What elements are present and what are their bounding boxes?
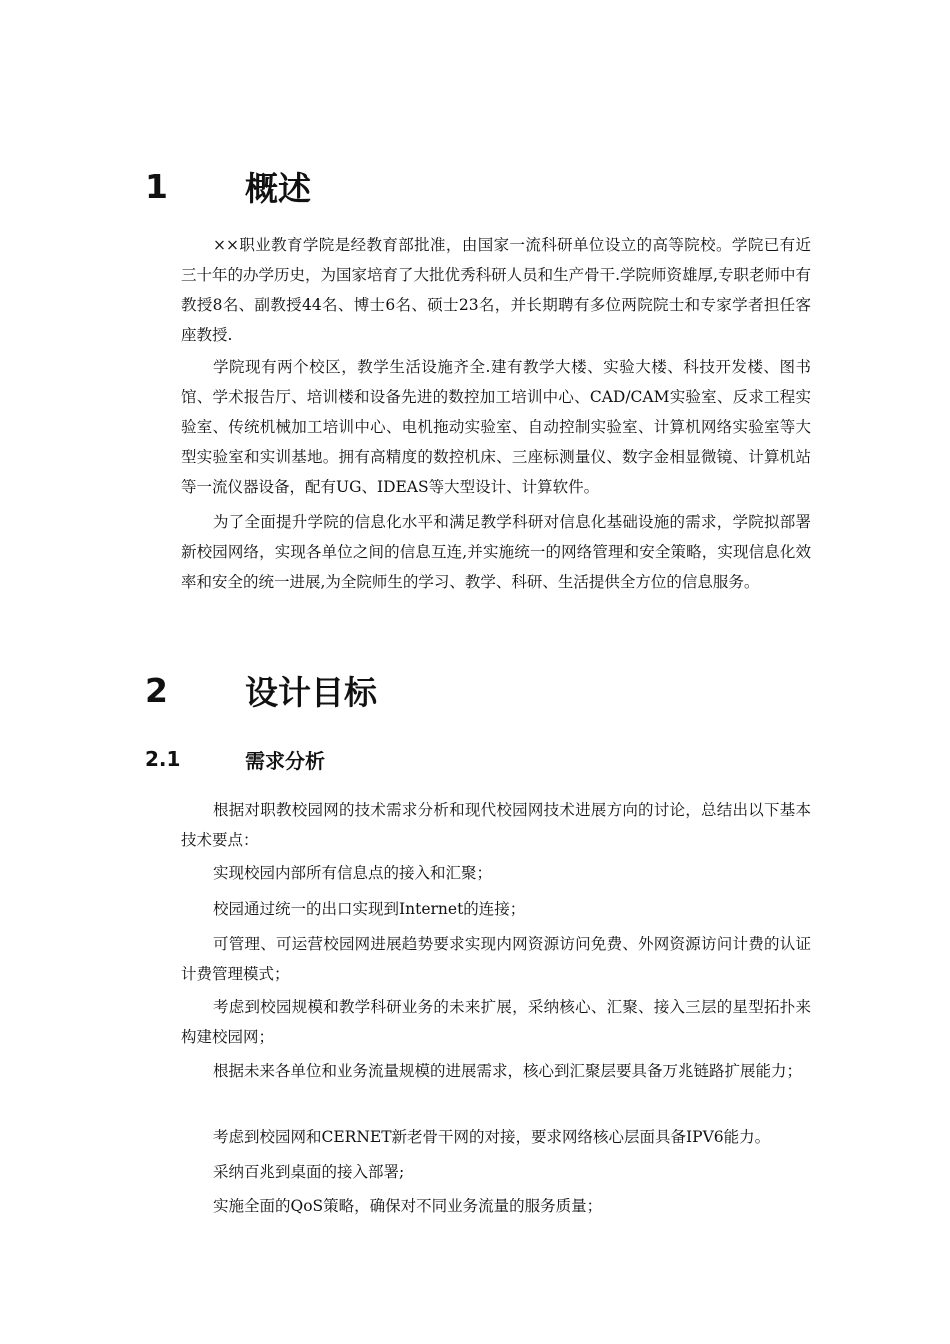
section-2-heading [145, 667, 377, 713]
section-2-title: 设计目标 [245, 672, 377, 712]
subsection-2-1-paragraph-9: 实施全面的QoS策略，确保对不同业务流量的服务质量； [213, 1197, 603, 1215]
subsection-2-1-paragraph-8: 采纳百兆到桌面的接入部署; [213, 1163, 405, 1181]
subsection-2-1-paragraph-6: 根据未来各单位和业务流量规模的进展需求，核心到汇聚层要具备万兆链路扩展能力； [213, 1062, 803, 1080]
subsection-2-1-paragraph-7: 考虑到校园网和CERNET新老骨干网的对接，要求网络核心层面具备IPV6能力。 [213, 1128, 771, 1146]
subsection-2-1-paragraph-2: 实现校园内部所有信息点的接入和汇聚； [213, 864, 493, 882]
section-2-number: 2 [145, 670, 168, 710]
section-1-paragraph-1: ××职业教育学院是经教育部批准，由国家一流科研单位设立的高等院校。学院已有近三十年的办学历史，为国家培育了大批优秀科研人员和生产骨干.学院师资雄厚,专职老师中有教授8名、副教授44名、博士6名、硕士23名，并长期聘有多位两院院士和专家学者担任客座教授. [181, 236, 811, 344]
subsection-2-1-title: 需求分析 [245, 748, 325, 773]
subsection-2-1-heading [145, 744, 325, 774]
subsection-2-1-paragraph-4: 可管理、可运营校园网进展趋势要求实现内网资源访问免费、外网资源访问计费的认证计费管理模式； [181, 935, 811, 983]
section-1-heading [145, 163, 311, 209]
section-1-paragraph-3: 为了全面提升学院的信息化水平和满足教学科研对信息化基础设施的需求，学院拟部署新校园网络，实现各单位之间的信息互连,并实施统一的网络管理和安全策略，实现信息化效率和安全的统一进展,为全院师生的学习、教学、科研、生活提供全方位的信息服务。 [181, 513, 811, 591]
subsection-2-1-paragraph-5: 考虑到校园规模和教学科研业务的未来扩展，采纳核心、汇聚、接入三层的星型拓扑来构建校园网； [181, 998, 811, 1046]
subsection-2-1-paragraph-1: 根据对职教校园网的技术需求分析和现代校园网技术进展方向的讨论，总结出以下基本技术要点： [181, 801, 811, 849]
section-1-number: 1 [145, 166, 168, 206]
section-1-paragraph-2: 学院现有两个校区，教学生活设施齐全.建有教学大楼、实验大楼、科技开发楼、图书馆、学术报告厅、培训楼和设备先进的数控加工培训中心、CAD/CAM实验室、反求工程实验室、传统机械加工培训中心、电机拖动实验室、自动控制实验室、计算机网络实验室等大型实验室和实训基地。拥有高精度的数控机床、三座标测量仪、数字金相显微镜、计算机站等一流仪器设备，配有UG、IDEAS等大型设计、计算软件。 [181, 358, 811, 496]
subsection-2-1-number: 2.1 [145, 747, 181, 771]
subsection-2-1-paragraph-3: 校园通过统一的出口实现到Internet的连接； [213, 900, 526, 918]
section-1-title: 概述 [245, 168, 311, 208]
